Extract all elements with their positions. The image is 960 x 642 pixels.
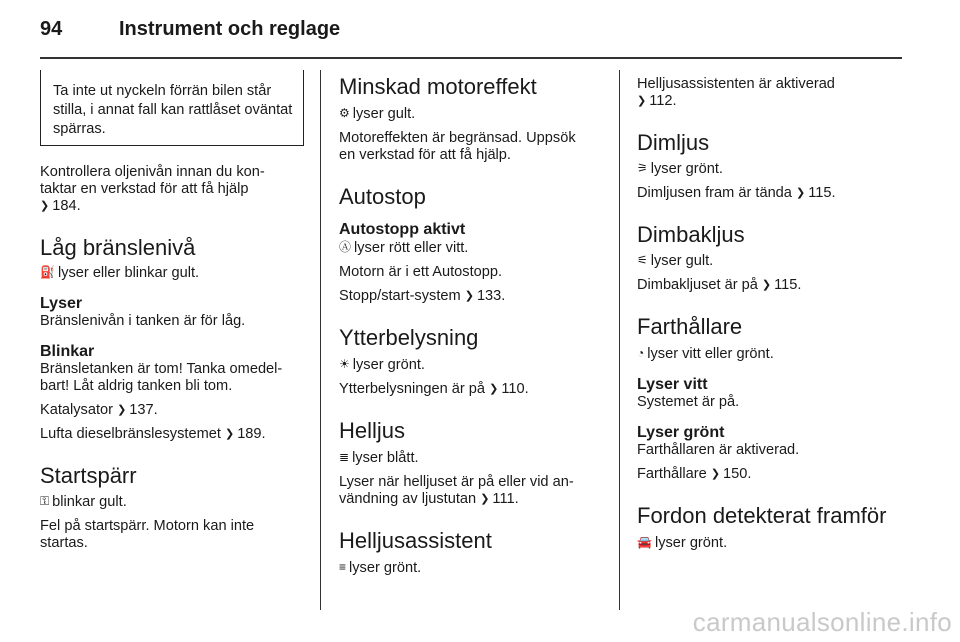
stopp-ref: 133. bbox=[476, 288, 506, 304]
reduced-line-2: en verkstad för att få hjälp. bbox=[339, 147, 511, 163]
high-beam-assist-icon: ≡ bbox=[339, 560, 347, 574]
engine-icon: ⚙ bbox=[339, 106, 350, 120]
vehicle-ahead-icon: 🚘 bbox=[637, 535, 652, 549]
katalysator-ref: 137. bbox=[129, 402, 158, 418]
ytter-text: lyser grönt. bbox=[352, 357, 425, 373]
page-ref-icon: ❯ bbox=[637, 95, 647, 107]
startsparr-line-2: startas. bbox=[40, 535, 88, 551]
oil-ref-text: 184. bbox=[52, 198, 81, 214]
column-1 bbox=[40, 70, 304, 552]
page-ref-icon: ❯ bbox=[480, 493, 490, 505]
dimbak-text: lyser gult. bbox=[650, 253, 714, 269]
dimljus-ref: 115. bbox=[808, 185, 836, 201]
startsparr-line bbox=[40, 493, 304, 511]
vehicle-heading: Fordon detekterat framför bbox=[637, 503, 887, 528]
cruise-ref: 150. bbox=[723, 466, 752, 482]
assist-active-text: Helljusassistenten är aktiverad bbox=[637, 76, 835, 92]
helljus-line-2-wrap bbox=[339, 491, 607, 508]
page-ref-icon: ❯ bbox=[761, 279, 772, 291]
dimbak-ref: 115. bbox=[774, 277, 802, 293]
cruise-text: lyser vitt eller grönt. bbox=[647, 346, 774, 362]
dimbak-heading: Dimbakljus bbox=[637, 222, 745, 247]
column-divider-1 bbox=[320, 70, 321, 610]
cruise-heading: Farthållare bbox=[637, 314, 743, 339]
page-ref-icon: ❯ bbox=[489, 383, 499, 395]
cruise-label: Farthållare bbox=[637, 466, 707, 482]
assist-text: lyser grönt. bbox=[349, 560, 422, 576]
blinkar-heading: Blinkar bbox=[40, 343, 95, 360]
dimljus-heading: Dimljus bbox=[637, 130, 710, 155]
ytter-heading: Ytterbelysning bbox=[339, 325, 479, 350]
reduced-line-1: Motoreffekten är begränsad. Uppsök bbox=[339, 130, 576, 146]
page-title: Instrument och reglage bbox=[119, 18, 341, 40]
page-ref-icon: ❯ bbox=[795, 187, 806, 199]
page-ref-icon: ❯ bbox=[710, 468, 721, 480]
autostopp-text: lyser rött eller vitt. bbox=[354, 240, 469, 256]
side-lights-icon: ☀ bbox=[339, 357, 350, 371]
oil-ref bbox=[40, 198, 304, 215]
katalysator-label: Katalysator bbox=[40, 402, 114, 418]
startsparr-line-1: Fel på startspärr. Motorn kan inte bbox=[40, 518, 255, 534]
vehicle-text: lyser grönt. bbox=[654, 535, 728, 551]
helljus-heading: Helljus bbox=[339, 418, 406, 443]
fuel-pump-icon: ⛽ bbox=[40, 265, 55, 279]
ytter-line bbox=[339, 356, 607, 374]
reduced-text: lyser gult. bbox=[352, 106, 416, 122]
stopp-line bbox=[339, 288, 607, 305]
assist-ref-line bbox=[637, 93, 912, 110]
page-ref-icon: ❯ bbox=[117, 404, 127, 416]
autostopp-line bbox=[339, 239, 607, 257]
assist-ref: 112. bbox=[649, 93, 677, 109]
ytter-label: Ytterbelysningen är på bbox=[339, 381, 486, 397]
page-ref-icon: ❯ bbox=[464, 290, 474, 302]
ytter-ref: 110. bbox=[501, 381, 529, 397]
helljus-text: lyser blått. bbox=[352, 450, 419, 466]
vitt-heading: Lyser vitt bbox=[637, 376, 708, 393]
front-fog-icon: ⚞ bbox=[637, 161, 648, 175]
dimljus-line bbox=[637, 160, 912, 178]
helljus-ref: 111. bbox=[492, 491, 519, 507]
column-3 bbox=[637, 76, 912, 552]
reduced-power-heading: Minskad motoreffekt bbox=[339, 74, 537, 99]
page-header bbox=[40, 18, 920, 50]
reduced-line bbox=[339, 105, 607, 123]
dimljus-info-line bbox=[637, 185, 912, 202]
autostopp-active-heading: Autostopp aktivt bbox=[339, 221, 466, 238]
vehicle-line bbox=[637, 534, 912, 552]
ytter-info-line bbox=[339, 381, 607, 398]
stopp-label: Stopp/start-system bbox=[339, 288, 461, 304]
autostop-icon: Ⓐ bbox=[339, 240, 352, 254]
dimljus-label: Dimljusen fram är tända bbox=[637, 185, 792, 201]
assist-heading: Helljusassistent bbox=[339, 528, 492, 553]
cruise-line bbox=[637, 345, 912, 363]
oil-line-2: taktar en verkstad för att få hjälp bbox=[40, 181, 249, 197]
low-fuel-line bbox=[40, 264, 304, 282]
assist-line bbox=[339, 559, 607, 577]
lyser-heading: Lyser bbox=[40, 295, 83, 312]
gront-text: Farthållaren är aktiverad. bbox=[637, 442, 800, 458]
helljus-line-1: Lyser när helljuset är på eller vid an- bbox=[339, 474, 574, 490]
cruise-info-line bbox=[637, 466, 912, 483]
header-rule bbox=[40, 57, 902, 59]
dimljus-text: lyser grönt. bbox=[650, 161, 723, 177]
vitt-text: Systemet är på. bbox=[637, 394, 740, 410]
column-divider-2 bbox=[619, 70, 620, 610]
watermark: carmanualsonline.info bbox=[692, 607, 952, 637]
lufta-label: Lufta dieselbränslesystemet bbox=[40, 426, 221, 442]
katalysator-line bbox=[40, 402, 304, 419]
autostop-heading: Autostop bbox=[339, 184, 426, 209]
blinkar-line-2: bart! Låt aldrig tanken bli tom. bbox=[40, 378, 233, 394]
page-number: 94 bbox=[40, 18, 63, 40]
cruise-control-icon: ◔ bbox=[637, 346, 645, 360]
dimbak-label: Dimbakljuset är på bbox=[637, 277, 758, 293]
startsparr-text: blinkar gult. bbox=[52, 494, 127, 510]
dimbak-line bbox=[637, 252, 912, 270]
gront-heading: Lyser grönt bbox=[637, 424, 725, 441]
page-ref-icon: ❯ bbox=[224, 428, 235, 440]
helljus-line-2: vändning av ljustutan bbox=[339, 491, 477, 507]
dimbak-info-line bbox=[637, 277, 912, 294]
helljus-line bbox=[339, 449, 607, 467]
lyser-text: Bränslenivån i tanken är för låg. bbox=[40, 313, 246, 329]
autostopp-info: Motorn är i ett Autostopp. bbox=[339, 264, 503, 280]
warning-box: Ta inte ut nyckeln förrän bilen står stilla, i annat fall kan rattlåset oväntat spärras. bbox=[40, 70, 304, 146]
high-beam-icon: ≣ bbox=[339, 450, 350, 464]
column-2 bbox=[339, 74, 607, 577]
rear-fog-icon: ⚟ bbox=[637, 253, 648, 267]
oil-line-1: Kontrollera oljenivån innan du kon- bbox=[40, 164, 265, 180]
low-fuel-heading: Låg bränslenivå bbox=[40, 235, 196, 260]
low-fuel-text: lyser eller blinkar gult. bbox=[57, 265, 200, 281]
blinkar-line-1: Bränsletanken är tom! Tanka omedel- bbox=[40, 361, 283, 377]
startsparr-heading: Startspärr bbox=[40, 463, 137, 488]
lufta-ref: 189. bbox=[237, 426, 266, 442]
lufta-line bbox=[40, 426, 304, 443]
page-ref-icon: ❯ bbox=[40, 200, 50, 212]
car-key-icon: ⚿ bbox=[40, 494, 50, 508]
